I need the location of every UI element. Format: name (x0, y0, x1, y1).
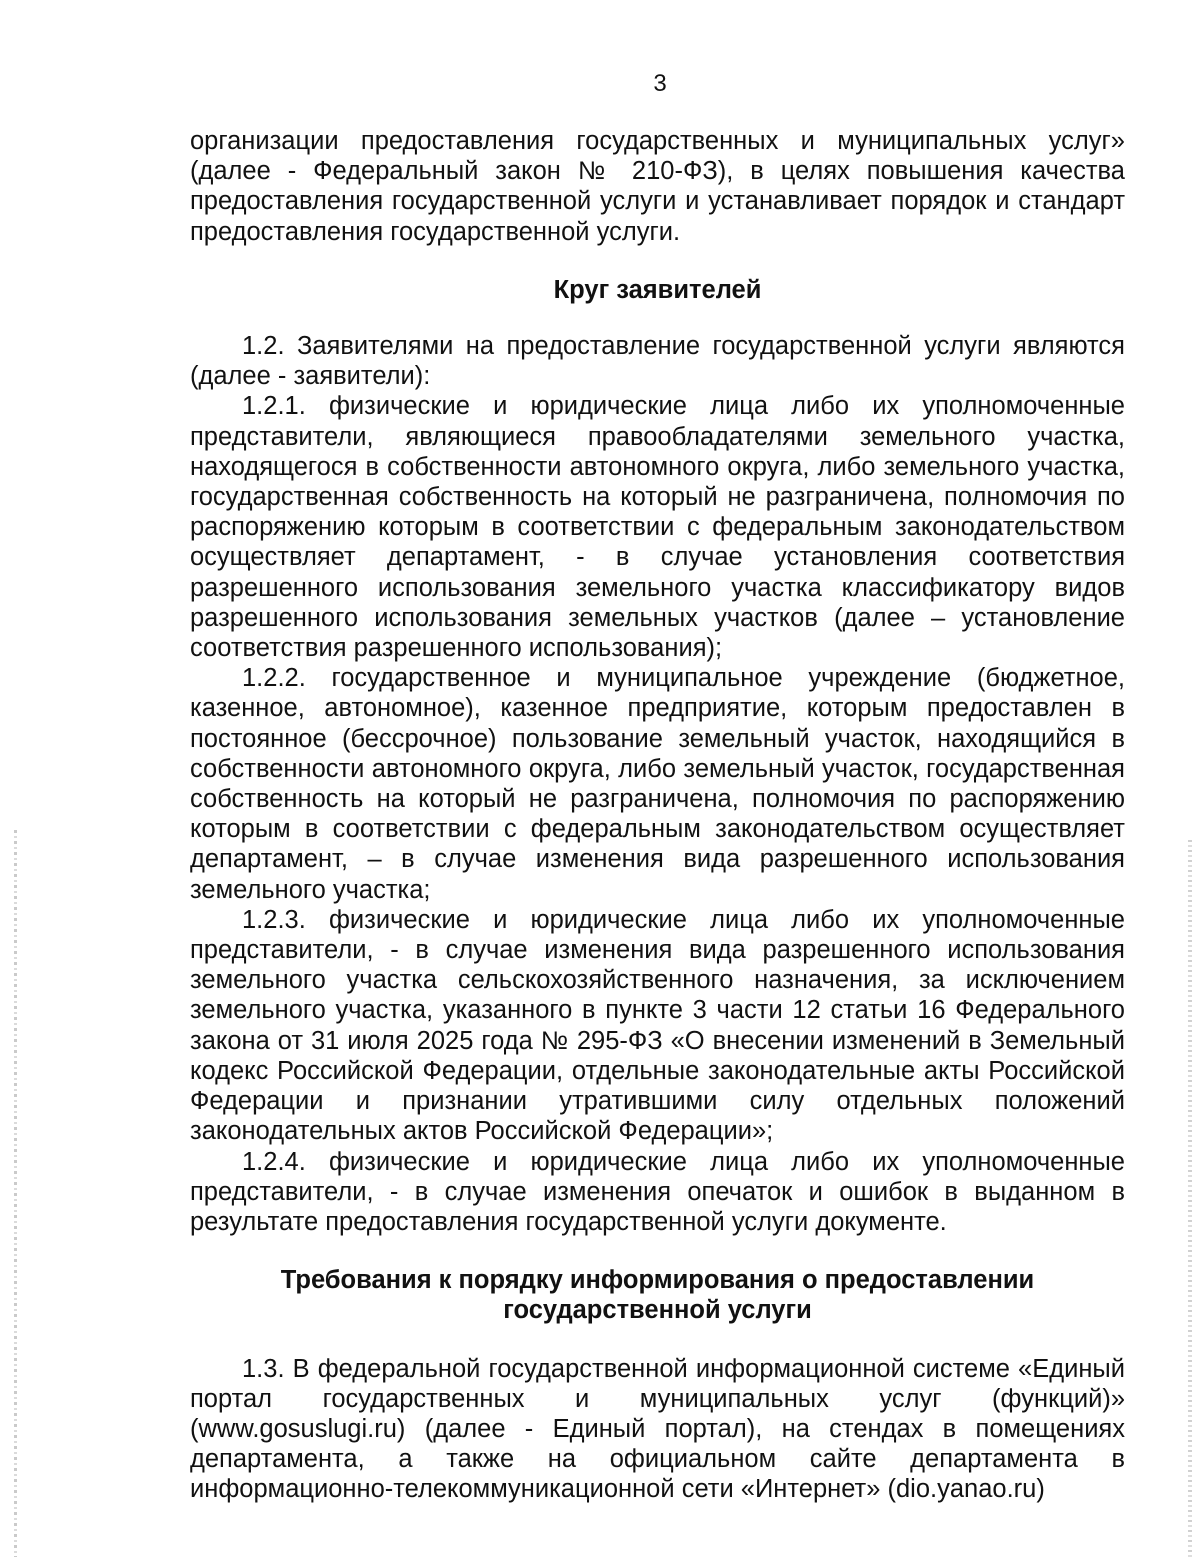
paragraph-1-2-2: 1.2.2. государственное и муниципальное учреждение (бюджетное, казенное, автономное), казенное предприятие, которым предоставлен в постоянное (бессрочное) пользование земельный участок, находящийся в собственности автономного округа, либо земельный участок, государственная собственность на который не разграничена, полномочия по распоряжению которым в соответствии с федеральным законодательством осуществляет департамент, – в случае изменения вида разрешенного использования земельного участка; (190, 664, 1125, 904)
intro-paragraph: организации предоставления государственных и муниципальных услуг» (далее - Федеральный закон № 210-ФЗ), в целях повышения качества предоставления государственной услуги и устанавливает порядок и стандарт предоставления государственной услуги. (190, 127, 1125, 246)
document-body (190, 126, 1125, 1505)
page-number: 3 (653, 70, 667, 97)
section-heading-applicants: Круг заявителей (553, 275, 762, 304)
section-heading-informing-requirements: Требования к порядку информирования о предоставлении государственной услуги (280, 1266, 1035, 1325)
scan-edge-artifact-left (14, 830, 17, 1557)
paragraph-1-2-4: 1.2.4. физические и юридические лица либо их уполномоченные представители, - в случае изменения опечаток и ошибок в выданном в результате предоставления государственной услуги документе. (190, 1147, 1125, 1236)
paragraph-1-3: 1.3. В федеральной государственной информационной системе «Единый портал государственных и муниципальных услуг (функций)» (www.gosuslugi.ru) (далее - Единый портал), на стендах в помещениях департамента, а также на официальном сайте департамента в информационно-телекоммуникационной сети «Интернет» (dio.yanao.ru) (190, 1354, 1125, 1504)
scan-edge-artifact-right (1188, 840, 1192, 1557)
paragraph-1-2: 1.2. Заявителями на предоставление государственной услуги являются (далее - заявители): (190, 332, 1125, 391)
paragraph-1-2-1: 1.2.1. физические и юридические лица либо их уполномоченные представители, являющиеся правообладателями земельного участка, находящегося в собственности автономного округа, либо земельного участка, государственная собственность на который не разграничена, полномочия по распоряжению которым в соответствии с федеральным законодательством осуществляет департамент, - в случае установления соответствия разрешенного использования земельного участка классификатору видов разрешенного использования земельных участков (далее – установление соответствия разрешенного использования); (190, 392, 1125, 663)
paragraph-1-2-3: 1.2.3. физические и юридические лица либо их уполномоченные представители, - в случае изменения вида разрешенного использования земельного участка сельскохозяйственного назначения, за исключением земельного участка, указанного в пункте 3 части 12 статьи 16 Федерального закона от 31 июля 2025 года № 295-ФЗ «О внесении изменений в Земельный кодекс Российской Федерации, отдельные законодательные акты Российской Федерации и признании утратившими силу отдельных положений законодательных актов Российской Федерации»; (190, 905, 1125, 1146)
